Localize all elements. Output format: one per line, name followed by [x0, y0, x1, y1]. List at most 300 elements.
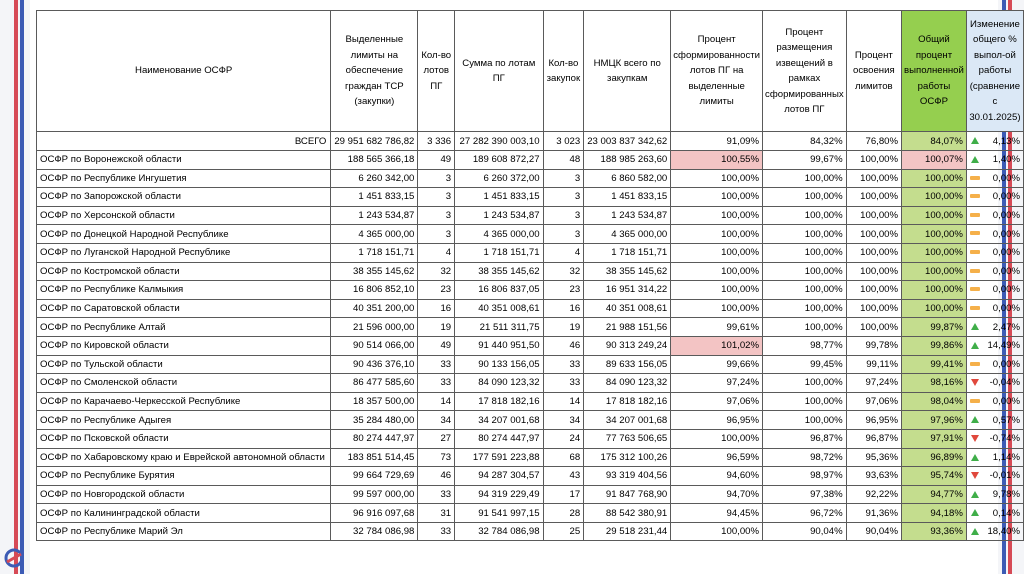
cell-name: ОСФР по Кировской области	[37, 336, 331, 355]
table-row	[37, 522, 1024, 541]
cell-p-formed: 97,06%	[671, 392, 763, 411]
change-value: 0,00%	[992, 228, 1020, 240]
table-row	[37, 429, 1024, 448]
cell-limits: 21 596 000,00	[331, 318, 418, 337]
cell-lots: 46	[418, 467, 455, 486]
cell-change	[966, 281, 1023, 300]
cell-name: ОСФР по Республике Адыгея	[37, 411, 331, 430]
cell-lots: 3	[418, 169, 455, 188]
cell-purchases: 33	[543, 374, 584, 393]
cell-purchases: 43	[543, 467, 584, 486]
cell-purchases: 3	[543, 169, 584, 188]
total-lots-sum: 27 282 390 003,10	[455, 132, 543, 151]
cell-p-placed: 100,00%	[763, 188, 847, 207]
trend-down-icon	[971, 435, 979, 442]
table-row	[37, 374, 1024, 393]
total-p-placed: 84,32%	[763, 132, 847, 151]
cell-purchases: 25	[543, 522, 584, 541]
cell-lots: 32	[418, 262, 455, 281]
cell-purchases: 46	[543, 336, 584, 355]
cell-nmck: 21 988 151,56	[584, 318, 671, 337]
cell-p-formed: 100,00%	[671, 429, 763, 448]
change-value: 0,00%	[992, 172, 1020, 184]
change-value: 1,14%	[992, 451, 1020, 463]
cell-p-used: 99,78%	[846, 336, 901, 355]
change-value: -0,74%	[989, 433, 1020, 445]
cell-limits: 40 351 200,00	[331, 299, 418, 318]
cell-lots-sum: 1 243 534,87	[455, 206, 543, 225]
cell-lots-sum: 189 608 872,27	[455, 151, 543, 170]
cell-purchases: 48	[543, 151, 584, 170]
table-row	[37, 411, 1024, 430]
cell-p-total: 96,89%	[902, 448, 967, 467]
cell-nmck: 38 355 145,62	[584, 262, 671, 281]
cell-limits: 99 597 000,00	[331, 485, 418, 504]
cell-nmck: 88 542 380,91	[584, 504, 671, 523]
table-row	[37, 299, 1024, 318]
cell-name: ОСФР по Псковской области	[37, 429, 331, 448]
cell-nmck: 188 985 263,60	[584, 151, 671, 170]
cell-lots: 33	[418, 522, 455, 541]
cell-nmck: 1 243 534,87	[584, 206, 671, 225]
header-p-total: Общий процент выполненной работы ОСФР	[902, 11, 967, 132]
cell-p-total: 94,18%	[902, 504, 967, 523]
cell-change	[966, 522, 1023, 541]
total-row	[37, 132, 1024, 151]
cell-lots: 4	[418, 243, 455, 262]
cell-name: ОСФР по Запорожской области	[37, 188, 331, 207]
cell-limits: 183 851 514,45	[331, 448, 418, 467]
cell-p-total: 99,41%	[902, 355, 967, 374]
cell-limits: 32 784 086,98	[331, 522, 418, 541]
cell-nmck: 89 633 156,05	[584, 355, 671, 374]
cell-p-total: 100,00%	[902, 281, 967, 300]
cell-p-formed: 100,00%	[671, 262, 763, 281]
cell-change	[966, 504, 1023, 523]
cell-p-formed: 100,00%	[671, 169, 763, 188]
cell-p-total: 100,00%	[902, 206, 967, 225]
cell-p-formed: 100,55%	[671, 151, 763, 170]
cell-lots-sum: 38 355 145,62	[455, 262, 543, 281]
cell-p-placed: 100,00%	[763, 318, 847, 337]
cell-p-used: 100,00%	[846, 188, 901, 207]
trend-up-icon	[971, 342, 979, 349]
header-lots-sum: Сумма по лотам ПГ	[455, 11, 543, 132]
cell-lots: 3	[418, 225, 455, 244]
cell-lots-sum: 21 511 311,75	[455, 318, 543, 337]
cell-lots: 73	[418, 448, 455, 467]
cell-lots-sum: 34 207 001,68	[455, 411, 543, 430]
cell-lots-sum: 1 451 833,15	[455, 188, 543, 207]
cell-lots-sum: 4 365 000,00	[455, 225, 543, 244]
cell-nmck: 84 090 123,32	[584, 374, 671, 393]
cell-p-used: 93,63%	[846, 467, 901, 486]
cell-p-used: 91,36%	[846, 504, 901, 523]
trend-flat-icon	[970, 250, 980, 254]
cell-p-placed: 100,00%	[763, 392, 847, 411]
cell-p-placed: 96,87%	[763, 429, 847, 448]
cell-nmck: 77 763 506,65	[584, 429, 671, 448]
cell-p-placed: 90,04%	[763, 522, 847, 541]
cell-name: ОСФР по Тульской области	[37, 355, 331, 374]
cell-p-used: 100,00%	[846, 151, 901, 170]
cell-change	[966, 448, 1023, 467]
cell-p-used: 100,00%	[846, 281, 901, 300]
cell-p-used: 97,06%	[846, 392, 901, 411]
cell-name: ОСФР по Республике Бурятия	[37, 467, 331, 486]
trend-flat-icon	[970, 231, 980, 235]
header-name: Наименование ОСФР	[37, 11, 331, 132]
cell-lots: 31	[418, 504, 455, 523]
cell-lots-sum: 6 260 372,00	[455, 169, 543, 188]
red-stripe	[14, 0, 18, 574]
cell-change	[966, 318, 1023, 337]
trend-up-icon	[971, 156, 979, 163]
cell-nmck: 34 207 001,68	[584, 411, 671, 430]
cell-p-total: 94,77%	[902, 485, 967, 504]
table-row	[37, 504, 1024, 523]
cell-p-total: 100,00%	[902, 188, 967, 207]
cell-nmck: 17 818 182,16	[584, 392, 671, 411]
cell-change	[966, 262, 1023, 281]
cell-change	[966, 374, 1023, 393]
cell-purchases: 28	[543, 504, 584, 523]
cell-change	[966, 151, 1023, 170]
header-change: Изменение общего % выпол-ой работы (сравнение с 30.01.2025)	[966, 11, 1023, 132]
cell-p-used: 99,11%	[846, 355, 901, 374]
trend-flat-icon	[970, 399, 980, 403]
cell-lots: 23	[418, 281, 455, 300]
cell-name: ОСФР по Луганской Народной Республике	[37, 243, 331, 262]
cell-limits: 96 916 097,68	[331, 504, 418, 523]
trend-up-icon	[971, 416, 979, 423]
cell-p-placed: 100,00%	[763, 299, 847, 318]
cell-name: ОСФР по Смоленской области	[37, 374, 331, 393]
cell-purchases: 3	[543, 206, 584, 225]
cell-lots: 33	[418, 374, 455, 393]
cell-change	[966, 206, 1023, 225]
cell-lots: 33	[418, 485, 455, 504]
change-value: 18,40%	[987, 526, 1020, 538]
cell-lots-sum: 94 319 229,49	[455, 485, 543, 504]
header-p-formed: Процент сформированности лотов ПГ на выделенные лимиты	[671, 11, 763, 132]
change-value: 0,57%	[992, 414, 1020, 426]
cell-change	[966, 169, 1023, 188]
cell-p-total: 100,00%	[902, 225, 967, 244]
trend-down-icon	[971, 379, 979, 386]
total-change	[966, 132, 1023, 151]
cell-limits: 1 243 534,87	[331, 206, 418, 225]
change-value: 1,40%	[992, 154, 1020, 166]
cell-p-formed: 96,95%	[671, 411, 763, 430]
trend-up-icon	[971, 323, 979, 330]
cell-p-used: 100,00%	[846, 318, 901, 337]
table-row	[37, 243, 1024, 262]
cell-p-used: 100,00%	[846, 299, 901, 318]
cell-limits: 35 284 480,00	[331, 411, 418, 430]
change-value: 0,00%	[992, 303, 1020, 315]
cell-lots: 3	[418, 206, 455, 225]
cell-lots: 49	[418, 336, 455, 355]
cell-lots-sum: 17 818 182,16	[455, 392, 543, 411]
cell-purchases: 14	[543, 392, 584, 411]
table-row	[37, 225, 1024, 244]
cell-limits: 90 436 376,10	[331, 355, 418, 374]
cell-change	[966, 411, 1023, 430]
cell-change	[966, 429, 1023, 448]
change-value: 0,00%	[992, 396, 1020, 408]
header-lots: Кол-во лотов ПГ	[418, 11, 455, 132]
change-value: 0,14%	[992, 507, 1020, 519]
cell-p-used: 100,00%	[846, 262, 901, 281]
cell-p-used: 96,95%	[846, 411, 901, 430]
trend-up-icon	[971, 509, 979, 516]
cell-name: ОСФР по Херсонской области	[37, 206, 331, 225]
cell-p-total: 100,00%	[902, 243, 967, 262]
cell-p-used: 90,04%	[846, 522, 901, 541]
cell-lots: 16	[418, 299, 455, 318]
cell-lots: 27	[418, 429, 455, 448]
total-lots: 3 336	[418, 132, 455, 151]
total-purchases: 3 023	[543, 132, 584, 151]
cell-change	[966, 467, 1023, 486]
cell-lots: 33	[418, 355, 455, 374]
header-nmck: НМЦК всего по закупкам	[584, 11, 671, 132]
cell-lots-sum: 1 718 151,71	[455, 243, 543, 262]
cell-p-formed: 97,24%	[671, 374, 763, 393]
cell-p-placed: 100,00%	[763, 206, 847, 225]
cell-lots-sum: 32 784 086,98	[455, 522, 543, 541]
cell-purchases: 34	[543, 411, 584, 430]
cell-p-total: 100,00%	[902, 262, 967, 281]
left-decoration	[0, 0, 30, 574]
change-value: -0,04%	[989, 377, 1020, 389]
trend-up-icon	[971, 137, 979, 144]
cell-name: ОСФР по Республике Калмыкия	[37, 281, 331, 300]
cell-p-used: 96,87%	[846, 429, 901, 448]
cell-p-formed: 100,00%	[671, 522, 763, 541]
table-row	[37, 336, 1024, 355]
cell-p-formed: 99,61%	[671, 318, 763, 337]
cell-nmck: 1 451 833,15	[584, 188, 671, 207]
cell-p-used: 100,00%	[846, 206, 901, 225]
cell-lots: 49	[418, 151, 455, 170]
trend-down-icon	[971, 472, 979, 479]
cell-change	[966, 188, 1023, 207]
cell-p-total: 99,86%	[902, 336, 967, 355]
blue-stripe	[20, 0, 24, 574]
trend-up-icon	[971, 454, 979, 461]
total-limits: 29 951 682 786,82	[331, 132, 418, 151]
cell-purchases: 4	[543, 243, 584, 262]
table-row	[37, 392, 1024, 411]
cell-name: ОСФР по Саратовской области	[37, 299, 331, 318]
cell-p-placed: 100,00%	[763, 281, 847, 300]
cell-purchases: 3	[543, 188, 584, 207]
change-value: 0,00%	[992, 284, 1020, 296]
cell-p-formed: 100,00%	[671, 243, 763, 262]
cell-limits: 18 357 500,00	[331, 392, 418, 411]
table-row	[37, 281, 1024, 300]
cell-p-used: 100,00%	[846, 243, 901, 262]
cell-p-total: 97,91%	[902, 429, 967, 448]
cell-p-used: 92,22%	[846, 485, 901, 504]
cell-p-formed: 94,70%	[671, 485, 763, 504]
cell-name: ОСФР по Республике Ингушетия	[37, 169, 331, 188]
total-nmck: 23 003 837 342,62	[584, 132, 671, 151]
cell-p-used: 100,00%	[846, 225, 901, 244]
cell-lots-sum: 90 133 156,05	[455, 355, 543, 374]
cell-lots-sum: 84 090 123,32	[455, 374, 543, 393]
cell-name: ОСФР по Хабаровскому краю и Еврейской автономной области	[37, 448, 331, 467]
cell-limits: 1 451 833,15	[331, 188, 418, 207]
cell-p-used: 100,00%	[846, 169, 901, 188]
cell-nmck: 29 518 231,44	[584, 522, 671, 541]
total-change-value: 4,13%	[992, 135, 1020, 147]
cell-purchases: 3	[543, 225, 584, 244]
cell-p-formed: 100,00%	[671, 206, 763, 225]
total-p-used: 76,80%	[846, 132, 901, 151]
table-row	[37, 151, 1024, 170]
cell-lots: 14	[418, 392, 455, 411]
cell-change	[966, 485, 1023, 504]
cell-p-total: 98,16%	[902, 374, 967, 393]
cell-name: ОСФР по Республике Алтай	[37, 318, 331, 337]
cell-limits: 80 274 447,97	[331, 429, 418, 448]
table-row	[37, 206, 1024, 225]
cell-lots: 3	[418, 188, 455, 207]
cell-change	[966, 392, 1023, 411]
cell-limits: 99 664 729,69	[331, 467, 418, 486]
cell-name: ОСФР по Новгородской области	[37, 485, 331, 504]
cell-nmck: 90 313 249,24	[584, 336, 671, 355]
cell-change	[966, 243, 1023, 262]
cell-p-formed: 96,59%	[671, 448, 763, 467]
cell-p-placed: 98,72%	[763, 448, 847, 467]
change-value: 0,00%	[992, 210, 1020, 222]
cell-change	[966, 336, 1023, 355]
trend-flat-icon	[970, 269, 980, 273]
header-p-used: Процент освоения лимитов	[846, 11, 901, 132]
cell-change	[966, 225, 1023, 244]
cell-p-formed: 100,00%	[671, 188, 763, 207]
cell-nmck: 93 319 404,56	[584, 467, 671, 486]
cell-nmck: 1 718 151,71	[584, 243, 671, 262]
header-p-placed: Процент размещения извещений в рамках сформированных лотов ПГ	[763, 11, 847, 132]
cell-p-used: 95,36%	[846, 448, 901, 467]
cell-p-total: 97,96%	[902, 411, 967, 430]
trend-flat-icon	[970, 306, 980, 310]
table-row	[37, 262, 1024, 281]
change-value: 0,00%	[992, 358, 1020, 370]
change-value: -0,01%	[989, 470, 1020, 482]
cell-p-total: 100,00%	[902, 169, 967, 188]
trend-flat-icon	[970, 287, 980, 291]
cell-lots-sum: 16 806 837,05	[455, 281, 543, 300]
trend-flat-icon	[970, 362, 980, 366]
osfr-report-table	[36, 10, 1024, 541]
cell-nmck: 16 951 314,22	[584, 281, 671, 300]
cell-nmck: 6 860 582,00	[584, 169, 671, 188]
cell-purchases: 19	[543, 318, 584, 337]
table-row	[37, 355, 1024, 374]
trend-up-icon	[971, 491, 979, 498]
cell-limits: 90 514 066,00	[331, 336, 418, 355]
cell-p-formed: 100,00%	[671, 225, 763, 244]
cell-name: ОСФР по Воронежской области	[37, 151, 331, 170]
table-row	[37, 169, 1024, 188]
cell-purchases: 24	[543, 429, 584, 448]
change-value: 0,00%	[992, 265, 1020, 277]
cell-p-total: 100,07%	[902, 151, 967, 170]
cell-limits: 38 355 145,62	[331, 262, 418, 281]
cell-p-placed: 97,38%	[763, 485, 847, 504]
cell-change	[966, 355, 1023, 374]
cell-p-formed: 100,00%	[671, 281, 763, 300]
cell-p-placed: 100,00%	[763, 169, 847, 188]
cell-lots-sum: 177 591 223,88	[455, 448, 543, 467]
cell-lots: 34	[418, 411, 455, 430]
trend-flat-icon	[970, 213, 980, 217]
trend-flat-icon	[970, 194, 980, 198]
cell-lots-sum: 91 541 997,15	[455, 504, 543, 523]
cell-p-placed: 100,00%	[763, 243, 847, 262]
cell-nmck: 4 365 000,00	[584, 225, 671, 244]
table-row	[37, 318, 1024, 337]
cell-purchases: 68	[543, 448, 584, 467]
table-row	[37, 467, 1024, 486]
header-row	[37, 11, 1024, 132]
cell-name: ОСФР по Калининградской области	[37, 504, 331, 523]
cell-nmck: 175 312 100,26	[584, 448, 671, 467]
header-limits: Выделенные лимиты на обеспечение граждан ТСР (закупки)	[331, 11, 418, 132]
cell-p-formed: 94,45%	[671, 504, 763, 523]
cell-p-formed: 94,60%	[671, 467, 763, 486]
cell-lots-sum: 80 274 447,97	[455, 429, 543, 448]
cell-p-placed: 99,45%	[763, 355, 847, 374]
total-label: ВСЕГО	[37, 132, 331, 151]
cell-p-placed: 96,72%	[763, 504, 847, 523]
cell-p-placed: 98,77%	[763, 336, 847, 355]
sfr-logo-icon	[3, 548, 29, 570]
table-row	[37, 188, 1024, 207]
header-purchases: Кол-во закупок	[543, 11, 584, 132]
change-value: 2,47%	[992, 321, 1020, 333]
cell-nmck: 40 351 008,61	[584, 299, 671, 318]
change-value: 14,49%	[987, 340, 1020, 352]
trend-flat-icon	[970, 176, 980, 180]
cell-limits: 4 365 000,00	[331, 225, 418, 244]
cell-p-formed: 101,02%	[671, 336, 763, 355]
change-value: 0,00%	[992, 191, 1020, 203]
cell-nmck: 91 847 768,90	[584, 485, 671, 504]
cell-limits: 86 477 585,60	[331, 374, 418, 393]
cell-lots-sum: 91 440 951,50	[455, 336, 543, 355]
cell-p-used: 97,24%	[846, 374, 901, 393]
cell-change	[966, 299, 1023, 318]
trend-up-icon	[971, 528, 979, 535]
cell-p-total: 93,36%	[902, 522, 967, 541]
cell-name: ОСФР по Карачаево-Черкесской Республике	[37, 392, 331, 411]
cell-purchases: 33	[543, 355, 584, 374]
cell-p-placed: 100,00%	[763, 374, 847, 393]
cell-p-total: 98,04%	[902, 392, 967, 411]
cell-p-formed: 100,00%	[671, 299, 763, 318]
cell-p-placed: 99,67%	[763, 151, 847, 170]
cell-purchases: 17	[543, 485, 584, 504]
cell-p-total: 95,74%	[902, 467, 967, 486]
cell-p-placed: 100,00%	[763, 262, 847, 281]
